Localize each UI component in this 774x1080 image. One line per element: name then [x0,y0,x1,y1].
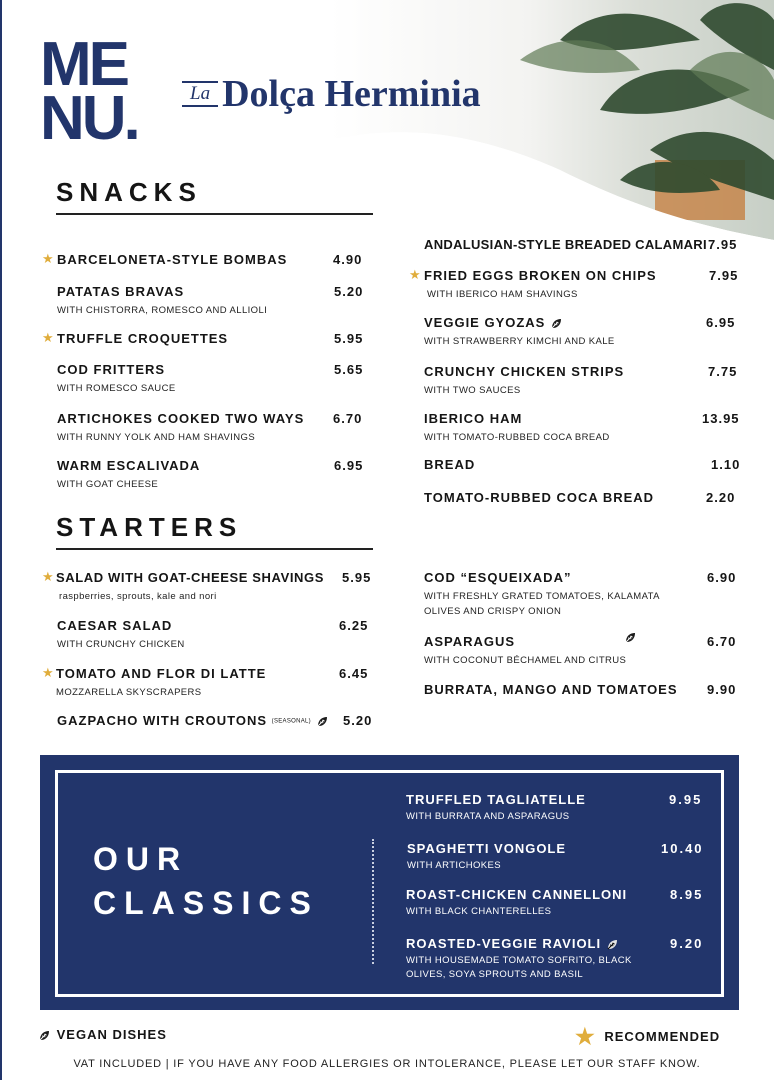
menu-item [424,364,738,398]
menu-item [57,362,365,396]
star-icon: ★ [42,665,54,680]
item-name: ROASTED-VEGGIE RAVIOLI [406,936,602,951]
item-price: 5.65 [334,362,364,377]
section-rule-starters [56,548,373,550]
item-price: 6.25 [339,618,369,633]
brand-prefix: La [182,81,218,107]
menu-logo-word [40,30,138,153]
item-price: 6.95 [706,315,736,330]
item-name: BARCELONETA-STYLE BOMBAS [57,252,288,267]
classics-title [93,837,319,925]
menu-item [57,331,365,346]
menu-item [424,570,738,619]
section-title-snacks: SNACKS [56,177,202,207]
item-description: WITH COCONUT BÉCHAMEL AND CITRUS [424,655,627,666]
item-name: BURRATA, MANGO AND TOMATOES [424,682,678,697]
legend-recommended-label: RECOMMENDED [604,1029,721,1044]
item-price: 8.95 [670,887,704,902]
item-price: 5.95 [334,331,364,346]
classic-item [407,841,707,873]
item-price: 4.90 [333,252,363,267]
star-icon: ★ [409,267,421,282]
item-price: 6.70 [333,411,363,426]
item-name: SPAGHETTI VONGOLE [407,841,567,856]
item-description: WITH STRAWBERRY KIMCHI AND KALE [424,336,615,347]
item-description: WITH BLACK CHANTERELLES [406,906,552,917]
item-name: PATATAS BRAVAS [57,284,185,299]
classics-title-line2: CLASSICS [93,885,319,921]
item-description: WITH IBERICO HAM SHAVINGS [427,289,578,300]
menu-logo-line2: NU. [40,84,138,153]
item-name: COD FRITTERS [57,362,166,377]
classics-title-line1: OUR [93,841,189,877]
item-price: 6.70 [707,634,737,649]
item-name: VEGGIE GYOZAS [424,315,546,330]
item-name: ASPARAGUS [424,634,516,649]
item-description: WITH CRUNCHY CHICKEN [57,639,185,650]
menu-item [424,411,738,445]
seasonal-note: (SEASONAL) [271,718,311,725]
item-description: WITH ARTICHOKES [407,860,501,871]
menu-item [57,252,365,267]
item-price: 10.40 [661,841,704,856]
leaf-icon [624,632,636,644]
menu-item [424,268,738,302]
menu-item [424,237,738,252]
item-price: 5.95 [342,570,372,585]
item-price: 9.95 [669,792,703,807]
item-price: 2.20 [706,490,736,505]
item-name: TRUFFLE CROQUETTES [57,331,229,346]
menu-item [57,713,375,728]
menu-item [424,490,738,505]
menu-item [424,634,738,668]
item-name: SALAD WITH GOAT-CHEESE SHAVINGS [56,570,325,585]
item-price: 6.90 [707,570,737,585]
item-name: ANDALUSIAN-STYLE BREADED CALAMARI [424,237,707,252]
item-price: 7.95 [708,237,738,252]
menu-item [57,618,375,652]
item-name-with-icon [57,713,375,728]
menu-item [56,666,374,700]
item-description: WITH CHISTORRA, ROMESCO AND ALLIOLI [57,305,268,316]
classics-divider [372,839,374,964]
item-price: 6.45 [339,666,369,681]
item-price: 1.10 [711,457,741,472]
item-description: WITH TOMATO-RUBBED COCA BREAD [424,432,610,443]
section-title-starters: STARTERS [56,512,243,542]
leaf-icon [606,939,618,951]
menu-item [57,458,365,492]
item-description: WITH FRESHLY GRATED TOMATOES, KALAMATA OLIVES AND CRISPY ONION [424,591,660,617]
brand-name: Dolça Herminia [222,73,481,115]
item-price: 9.90 [707,682,737,697]
footer-note: VAT INCLUDED | IF YOU HAVE ANY FOOD ALLERGIES OR INTOLERANCE, PLEASE LET OUR STAFF KNOW. [73,1058,701,1070]
star-icon: ★ [42,569,54,584]
item-description: WITH HOUSEMADE TOMATO SOFRITO, BLACK OLIVES, SOYA SPROUTS AND BASIL [406,955,632,980]
item-price: 5.20 [334,284,364,299]
item-price: 7.95 [709,268,739,283]
item-price: 9.20 [670,936,704,951]
item-price: 13.95 [702,411,740,426]
item-price: 7.75 [708,364,738,379]
item-description: raspberries, sprouts, kale and nori [59,591,217,602]
item-name-with-icon [424,315,738,330]
menu-item [424,315,738,349]
star-icon: ★ [575,1024,596,1049]
section-rule-snacks [56,213,373,215]
item-name: TRUFFLED TAGLIATELLE [406,792,586,807]
restaurant-brand [182,72,481,116]
menu-item [424,682,738,697]
classics-panel [40,755,739,1010]
star-icon: ★ [42,251,54,266]
item-name-with-icon [406,936,706,951]
leaf-icon [316,716,328,728]
item-name: TOMATO-RUBBED COCA BREAD [424,490,655,505]
item-name: IBERICO HAM [424,411,523,426]
item-name: ARTICHOKES COOKED TWO WAYS [57,411,305,426]
item-name: BREAD [424,457,476,472]
item-price: 5.20 [343,713,373,728]
item-name: CRUNCHY CHICKEN STRIPS [424,364,625,379]
item-name: COD “ESQUEIXADA” [424,570,572,585]
menu-item [57,284,365,318]
menu-item [56,570,374,604]
item-description: WITH RUNNY YOLK AND HAM SHAVINGS [57,432,256,443]
item-description: WITH ROMESCO SAUCE [57,383,176,394]
item-description: WITH TWO SAUCES [424,385,521,396]
menu-logo-line1: ME [40,30,127,99]
classic-item [406,936,706,982]
classic-item [406,792,706,824]
menu-item [424,457,741,472]
item-name: CAESAR SALAD [57,618,173,633]
item-description: WITH GOAT CHEESE [57,479,159,490]
legend-vegan-label: VEGAN DISHES [56,1027,167,1042]
legend-vegan [38,1027,167,1042]
item-price: 6.95 [334,458,364,473]
item-name: ROAST-CHICKEN CANNELLONI [406,887,628,902]
item-name: GAZPACHO WITH CROUTONS [57,713,268,728]
leaf-icon [550,318,562,330]
classic-item [406,887,706,919]
item-description: WITH BURRATA AND ASPARAGUS [406,811,570,822]
menu-item [57,411,365,445]
item-name: WARM ESCALIVADA [57,458,201,473]
item-name: TOMATO AND FLOR DI LATTE [56,666,267,681]
star-icon: ★ [42,330,54,345]
leaf-icon [38,1030,50,1042]
legend-recommended [575,1024,720,1050]
item-description: MOZZARELLA SKYSCRAPERS [56,687,202,698]
item-name: FRIED EGGS BROKEN ON CHIPS [424,268,657,283]
